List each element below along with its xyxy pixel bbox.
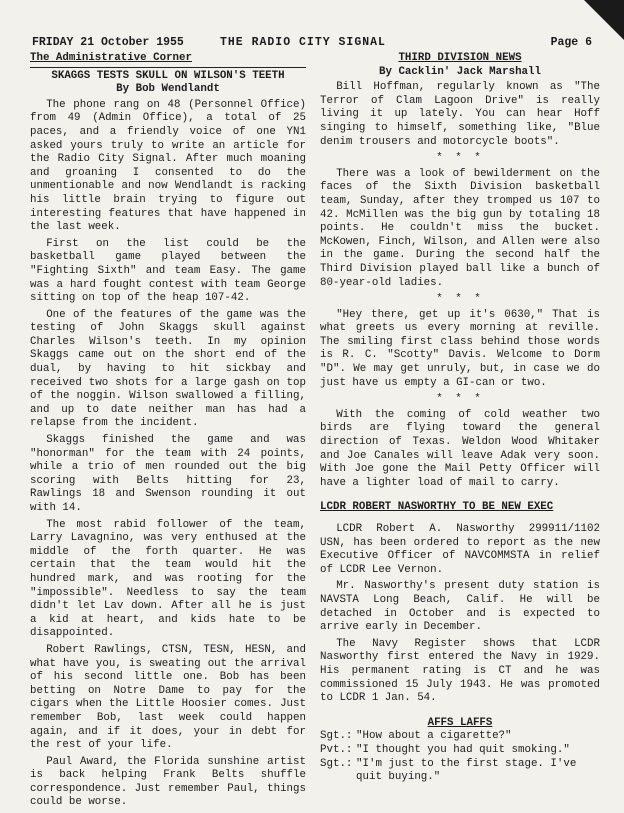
section-rule	[30, 67, 306, 68]
article-paragraph: "Hey there, get up it's 0630," That is what greets us every morning at reville. The smiling first class behind those words is R. C. "Scotty" Davis. Welcome to Dorm "D". We may get unruly, but, in case we do just have us empty a GI-can or two.	[320, 308, 600, 389]
article-paragraph: LCDR Robert A. Nasworthy 299911/1102 USN, has been ordered to report as the new Executive Officer of NAVCOMMSTA in relief of LCDR Lee Vernon.	[320, 523, 600, 576]
article-byline: By Cacklin' Jack Marshall	[379, 65, 541, 78]
right-column	[320, 52, 600, 785]
dialogue-line	[320, 730, 600, 744]
article-paragraph: Mr. Nasworthy's present duty station is NAVSTA Long Beach, Calif. He will be detached in October and is expected to arrive early in December.	[320, 580, 600, 634]
joke-dialogue	[320, 730, 600, 784]
article-paragraph: Skaggs finished the game and was "honorman" for the team with 24 points, while a trio of men rounded out the big scoring with Belts hitting for 23, Rawlings 18 and Swenson rounding it out with 14.	[30, 434, 306, 514]
dialogue-text: "How about a cigarette?"	[356, 730, 512, 743]
article-paragraph: There was a look of bewilderment on the faces of the Sixth Division basketball team, Sunday, after they tromped us 107 to 42. McMillen was the big gun by totaling 18 points. He couldn't miss the bucket. McKowen, Finch, Wilson, and Allen were also in the game. During the second half the Third Division played ball like a bunch of 80-year-old ladies.	[320, 167, 600, 289]
article-paragraph: First on the list could be the basketball game played between the "Fighting Sixth" and team Easy. The game was a hard fought contest with team George sitting on top of the heap 107-42.	[30, 237, 306, 305]
dialogue-speaker: Sgt.:	[320, 730, 353, 743]
article-paragraph: With the coming of cold weather two birds are flying toward the general direction of Texas. Weldon Wood Whitaker and Joe Canales will leave Adak very soon. With Joe gone the Mail Petty Officer will have a lighter load of mail to carry.	[320, 408, 600, 489]
left-column	[30, 52, 306, 813]
article-headline: LCDR ROBERT NASWORTHY TO BE NEW EXEC	[320, 501, 554, 514]
page-number: Page 6	[550, 36, 592, 49]
page-header	[32, 36, 592, 50]
dialogue-text: "I thought you had quit smoking."	[356, 743, 570, 756]
dialogue-line	[320, 758, 600, 785]
dialogue-speaker: Sgt.:	[320, 757, 353, 770]
separator-stars: * * *	[436, 293, 484, 306]
article-paragraph: The most rabid follower of the team, Larry Lavagnino, was very enthused at the middle of the forth quarter. He was certain that the team would hit the hundred mark, and was rooting for the "impossible". Needless to say the team didn't let Lav down. After all he is just a kid at heart, and kids hate to be disappointed.	[30, 518, 306, 640]
article-headline: AFFS LAFFS	[427, 716, 493, 729]
issue-date: FRIDAY 21 October 1955	[32, 36, 184, 49]
article-paragraph: The phone rang on 48 (Personnel Office) from 49 (Admin Office), a total of 25 paces, and a friendly voice of one YN1 asked yours truly to write an article for the Radio City Signal. After much moaning and groaning I consented to do the unmentionable and now Wendlandt is racking his little brain trying to figure out interesting features that have happened in the last week.	[30, 98, 306, 234]
article-headline: THIRD DIVISION NEWS	[398, 52, 522, 64]
page-corner-fold	[584, 0, 624, 40]
article-byline: By Bob Wendlandt	[116, 83, 220, 96]
article-paragraph: Bill Hoffman, regularly known as "The Terror of Clam Lagoon Drive" is really living it up lately. You can hear Hoff singing to himself, something like, "Blue denim trousers and motorcycle boots".	[320, 81, 600, 148]
dialogue-line	[320, 744, 600, 758]
article-paragraph: One of the features of the game was the testing of John Skaggs skull against Charles Wilson's teeth. In my opinion Skaggs came out on the short end of the dual, by having to hit sickbay and received two shots for a large gash on top of the noggin. Wilson swallowed a filling, and up to date neither man has had a relapse from the incident.	[30, 308, 306, 430]
dialogue-speaker: Pvt.:	[320, 743, 353, 756]
article-paragraph: Paul Award, the Florida sunshine artist is back helping Frank Belts shuffle correspondence. Just remember Paul, things could be worse.	[30, 755, 306, 809]
section-title: The Administrative Corner	[30, 52, 192, 64]
dialogue-text: "I'm just to the first stage. I've quit buying."	[356, 757, 577, 784]
newspaper-title: THE RADIO CITY SIGNAL	[220, 36, 386, 49]
separator-stars: * * *	[436, 393, 484, 406]
article-paragraph: The Navy Register shows that LCDR Nasworthy first entered the Navy in 1929. His permanent rating is CT and he was commissioned 15 July 1943. He was promoted to LCDR 1 Jan. 54.	[320, 637, 600, 705]
article-paragraph: Robert Rawlings, CTSN, TESN, HESN, and what have you, is sweating out the arrival of his second little one. Bob has been betting on Notre Dame to pay for the cigars when the Little Hoosier comes. Just remember Bob, last week could happen again, and if it does, your in debt for the rest of your life.	[30, 643, 306, 752]
separator-stars: * * *	[436, 152, 484, 165]
article-headline: SKAGGS TESTS SKULL ON WILSON'S TEETH	[51, 69, 285, 82]
